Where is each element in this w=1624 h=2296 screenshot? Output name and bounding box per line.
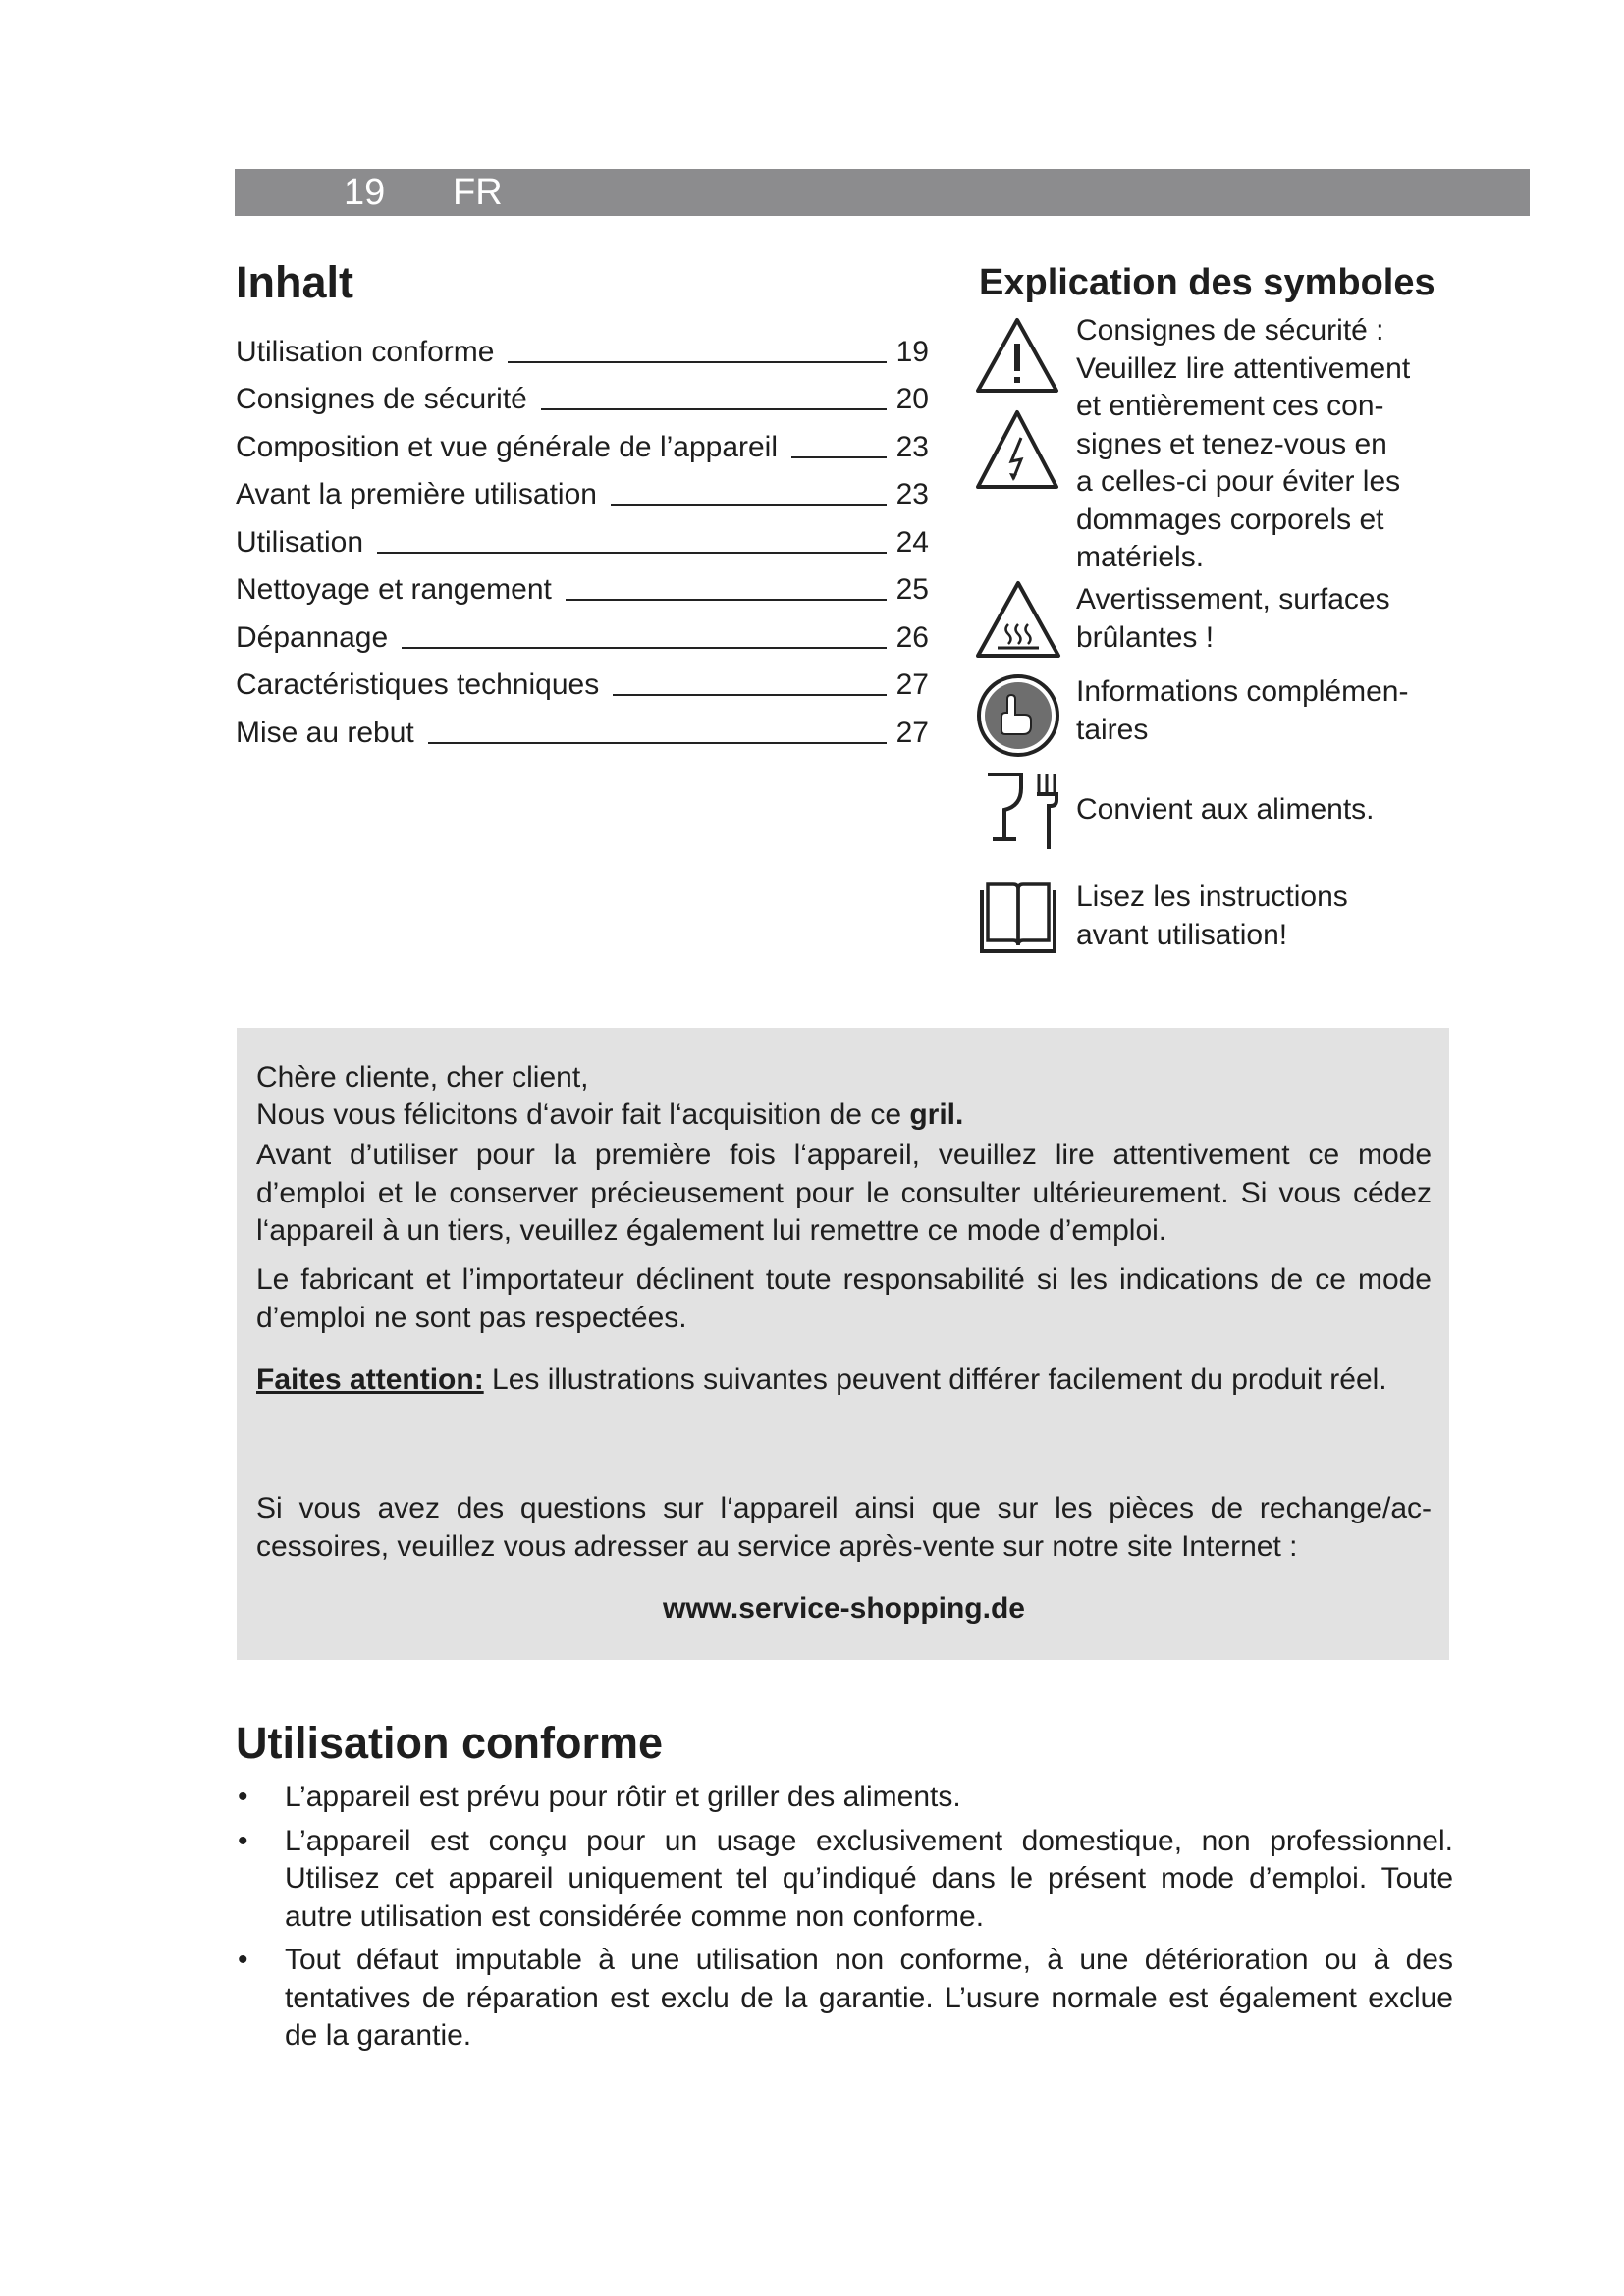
symbols-title: Explication des symboles <box>979 262 1435 303</box>
toc-item[interactable]: Caractéristiques techniques 27 <box>236 668 929 701</box>
toc-item[interactable]: Avant la première utilisation 23 <box>236 478 929 510</box>
toc-item[interactable]: Utilisation conforme 19 <box>236 335 929 368</box>
congrats-line: Nous vous félicitons d‘avoir fait l‘acquisition de ce gril. <box>256 1098 964 1131</box>
hot-surface-text: Avertissement, surfaces brûlantes ! <box>1076 583 1390 654</box>
greeting: Chère cliente, cher client, <box>256 1061 589 1094</box>
intro-paragraph: Avant d’utiliser pour la première fois l‘appareil, veuillez lire attentivement ce mode d’emploi et le conserver précieusement pour le consulter ultérieurement. Si vous cédez l‘appareil à un tiers, veuillez également lui remettre ce mode d’emploi. <box>256 1139 1432 1247</box>
electric-warning-icon <box>974 408 1060 491</box>
questions-paragraph: Si vous avez des questions sur l‘appareil ainsi que sur les pièces de rechange/ac-cessoires, veuillez vous adresser au service après-vente sur notre site Internet : <box>256 1492 1432 1563</box>
customer-notice-box <box>237 1028 1449 1660</box>
list-item: • L’appareil est prévu pour rôtir et griller des aliments. <box>236 1779 1453 1817</box>
read-manual-text: Lisez les instructions avant utilisation! <box>1076 881 1348 951</box>
safety-instructions-text: Consignes de sécurité : Veuillez lire attentivement et entièrement ces con- signes et tenez-vous en a celles-ci pour éviter les dommages corporels et matériels. <box>1076 314 1411 573</box>
usage-bullet-list <box>236 1779 1453 2061</box>
manual-book-icon <box>976 877 1060 959</box>
page-header-bar <box>235 169 1530 216</box>
additional-info-text: Informations complémen- taires <box>1076 675 1409 746</box>
toc-title: Inhalt <box>236 257 353 307</box>
list-item: • L’appareil est conçu pour un usage exclusivement domestique, non professionnel. Utilisez cet appareil uniquement tel qu’indiqué dans le présent mode d’emploi. Toute autre utilisation est considérée comme non conforme. <box>236 1823 1453 1937</box>
food-safe-text: Convient aux aliments. <box>1076 793 1375 826</box>
page-number: 19 <box>344 172 386 213</box>
service-url-link[interactable]: www.service-shopping.de <box>663 1592 1025 1625</box>
warning-exclamation-icon <box>974 316 1060 395</box>
hot-surface-warning-icon <box>974 579 1062 660</box>
language-code: FR <box>453 172 503 213</box>
info-hand-icon <box>976 673 1060 758</box>
food-safe-icon <box>982 771 1060 853</box>
section-title: Utilisation conforme <box>236 1718 664 1768</box>
toc-item[interactable]: Mise au rebut 27 <box>236 716 929 749</box>
toc-item[interactable]: Consignes de sécurité 20 <box>236 383 929 415</box>
attention-paragraph: Faites attention: Les illustrations suivantes peuvent différer facilement du produit réel. <box>256 1363 1387 1396</box>
toc-item[interactable]: Nettoyage et rangement 25 <box>236 573 929 606</box>
list-item: • Tout défaut imputable à une utilisation non conforme, à une détérioration ou à des tentatives de réparation est exclu de la garantie. L’usure normale est également exclue de la garantie. <box>236 1942 1453 2056</box>
toc-item[interactable]: Utilisation 24 <box>236 525 929 559</box>
table-of-contents <box>236 322 929 751</box>
liability-paragraph: Le fabricant et l’importateur déclinent toute responsabilité si les indications de ce mode d’emploi ne sont pas respectées. <box>256 1263 1432 1334</box>
toc-item[interactable]: Composition et vue générale de l’appareil 23 <box>236 430 929 463</box>
toc-item[interactable]: Dépannage 26 <box>236 620 929 654</box>
